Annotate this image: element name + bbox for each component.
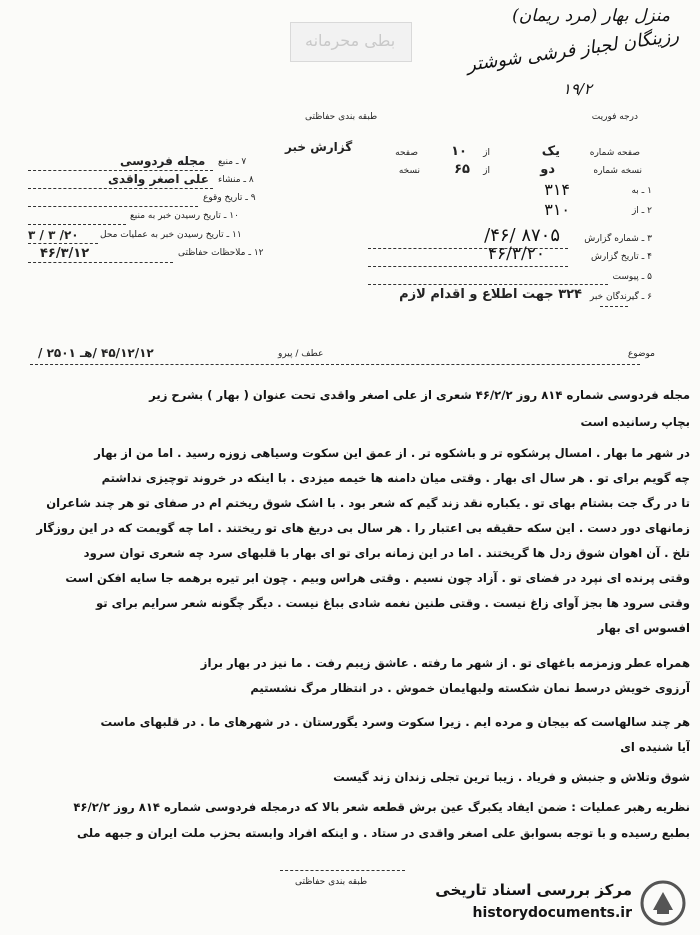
subject-label: موضوع bbox=[627, 349, 655, 359]
classification-top: طبقه بندی حفاظتی bbox=[305, 112, 378, 122]
field-report-number-value: ۸۷۰۵ /۴۶/ bbox=[484, 225, 560, 246]
field-source-label: ۷ ـ منبع bbox=[218, 157, 247, 167]
classification-bottom: طبقه بندی حفاظتی bbox=[295, 877, 368, 887]
field-from-label: ۲ ـ از bbox=[631, 206, 652, 216]
body-line: همراه عطر وزمزمه باغهای تو . از شهر ما رفته . عاشق زیبم رفت . ما نیز در بهار براز bbox=[200, 656, 690, 670]
field-copy-value: دو bbox=[540, 162, 555, 177]
field-report-date-value: ۴۶/۳/۲۰ bbox=[487, 244, 545, 264]
watermark-url: historydocuments.ir bbox=[472, 905, 632, 921]
body-line: آیا شنیده ای bbox=[620, 740, 690, 754]
report-title: گزارش خبر bbox=[285, 140, 353, 154]
body-line: وقتی سرود ها بجز آوای زاغ نیست . وقتی طنین نغمه شادی بباغ نیست . دیگر چگونه شعر سرایم برای تو bbox=[96, 596, 690, 610]
reference-label: عطف / پیرو bbox=[278, 349, 324, 359]
field-from-value: ۳۱۰ bbox=[544, 200, 570, 219]
field-copy-total: ۶۵ bbox=[454, 162, 470, 177]
watermark-title: مرکز بررسی اسناد تاریخی bbox=[435, 881, 632, 899]
field-to-value: ۳۱۴ bbox=[544, 180, 570, 199]
field-page-total: ۱۰ bbox=[451, 144, 467, 159]
faded-stamp-text: بطی محرمانه bbox=[305, 31, 396, 50]
body-line: نظریه رهبر عملیات : ضمن ایفاد یکبرگ عین برش قطعه شعر بالا که درمجله فردوسی شماره ۸۱۴ روز ۴۶/۲/۲ bbox=[73, 800, 690, 814]
body-line: بچاپ رسانیده است bbox=[580, 415, 690, 429]
body-line: بطبع رسیده و با توجه بسوابق علی اصغر واقدی در ستاد . و اینکه افراد وابسته بحزب ملت ایران و جبهه ملی bbox=[76, 826, 690, 840]
body-line: چه گویم برای تو . هر سال ای بهار . وقتی میان دامنه ها خیمه میزدی . با اینکه در خروند توچیزی نداشتم bbox=[101, 471, 690, 485]
handwritten-note-2: رزینگان لجباز فرشی شوشتر bbox=[465, 25, 681, 76]
body-line: آرزوی خویش درسط نمان شکسته ولبهایمان خموش . در انتظار مرگ نشستیم bbox=[250, 681, 690, 695]
body-line: شوق وتلاش و جنبش و فریاد . زیبا ترین تجلی زندان زند گیست bbox=[333, 770, 690, 784]
field-report-number-label: ۳ ـ شماره گزارش bbox=[584, 234, 652, 244]
body-line: در شهر ما بهار . امسال پرشکوه تر و باشکوه تر . از عمق این سکوت وسیاهی زوزه رسید . اما من از بهار bbox=[94, 446, 690, 460]
field-notes-label: ۱۲ ـ ملاحظات حفاظتی bbox=[178, 248, 264, 258]
field-origin-value: علی اصغر واقدی bbox=[108, 172, 209, 186]
field-recipients-value: ۳۲۴ جهت اطلاع و اقدام لازم bbox=[399, 287, 582, 302]
field-event-date-label: ۹ ـ تاریخ وقوع bbox=[203, 193, 256, 203]
reference-value: ۴۵/۱۲/۱۲ /هـ ۲۵۰۱ / bbox=[38, 346, 154, 360]
body-line: افسوس ای بهار bbox=[597, 621, 690, 635]
field-page-label: صفحه شماره bbox=[589, 148, 640, 158]
field-recipients-line bbox=[600, 306, 628, 307]
body-line: تلخ . آن اهوان شوق زدل ها گریختند . اما در این زمانه برای تو ای بهار با قلبهای سرد چه شعری توان سرود bbox=[83, 546, 690, 560]
field-event-date-line bbox=[28, 206, 198, 207]
field-origin-label: ۸ ـ منشاء bbox=[218, 175, 254, 185]
field-source-date-label: ۱۰ ـ تاریخ رسیدن خبر به منبع bbox=[130, 211, 239, 221]
field-source-value: مجله فردوسی bbox=[120, 154, 206, 168]
body-line: وقتی پرنده ای نپرد در فضای تو . آزاد چون نسیم . وقتی هراس وبیم . چون ابر تیره برهمه جا سایه افکن است bbox=[65, 571, 690, 585]
field-attachment-label: ۵ ـ پیوست bbox=[612, 272, 652, 282]
field-recipients-label: ۶ ـ گیرندگان خبر bbox=[589, 292, 652, 302]
field-to-label: ۱ ـ به bbox=[631, 186, 652, 196]
field-copy-of: از bbox=[483, 166, 490, 176]
field-source-date-line bbox=[28, 224, 126, 225]
field-page-value: یک bbox=[541, 144, 560, 159]
field-source-line bbox=[28, 170, 213, 171]
footer-line bbox=[280, 870, 405, 871]
body-line: زمانهای دور دست . این سکه حقیقه بی اعتبار را . هر سال بی دریغ های تو ریختند . اما چه گویمت که در این روزگار bbox=[36, 521, 690, 535]
body-line: تا در رگ جت بشتام بهای تو . یکباره نقد زند گیم که شعر بود . با اشک شوق ریختم ام در صفای تو هر چند شاعران bbox=[46, 496, 690, 510]
field-page-of: از bbox=[483, 148, 490, 158]
subject-line bbox=[30, 364, 640, 365]
field-ops-date-line bbox=[28, 243, 98, 244]
field-report-date-line bbox=[368, 266, 568, 267]
field-report-date-label: ۴ ـ تاریخ گزارش bbox=[590, 252, 652, 262]
archive-logo-icon bbox=[640, 880, 686, 926]
field-attachment-line bbox=[368, 284, 608, 285]
field-page-tail: صفحه bbox=[395, 148, 418, 158]
field-origin-line bbox=[28, 188, 213, 189]
field-notes-line bbox=[28, 262, 173, 263]
handwritten-note-1: منزل بهار (مرد ریمان) bbox=[512, 6, 670, 26]
priority-label: درجه فوریت bbox=[591, 112, 638, 122]
handwritten-marks: ۱۹/۲ bbox=[562, 80, 592, 98]
field-notes-value: ۴۶/۳/۱۲ bbox=[40, 246, 90, 261]
field-copy-tail: نسخه bbox=[398, 166, 420, 176]
field-ops-date-value: ۲۰/ ۳ / ۳ bbox=[28, 228, 79, 242]
body-line: هر چند سالهاست که بیجان و مرده ایم . زیرا سکوت وسرد یگورستان . در شهرهای ما . در قلبهای ماست bbox=[100, 715, 690, 729]
field-copy-label: نسخه شماره bbox=[593, 166, 642, 176]
body-line: مجله فردوسی شماره ۸۱۴ روز ۴۶/۲/۲ شعری از علی اصغر واقدی تحت عنوان ( بهار ) بشرح زیر bbox=[149, 388, 690, 402]
field-ops-date-label: ۱۱ ـ تاریخ رسیدن خبر به عملیات محل bbox=[100, 230, 242, 240]
